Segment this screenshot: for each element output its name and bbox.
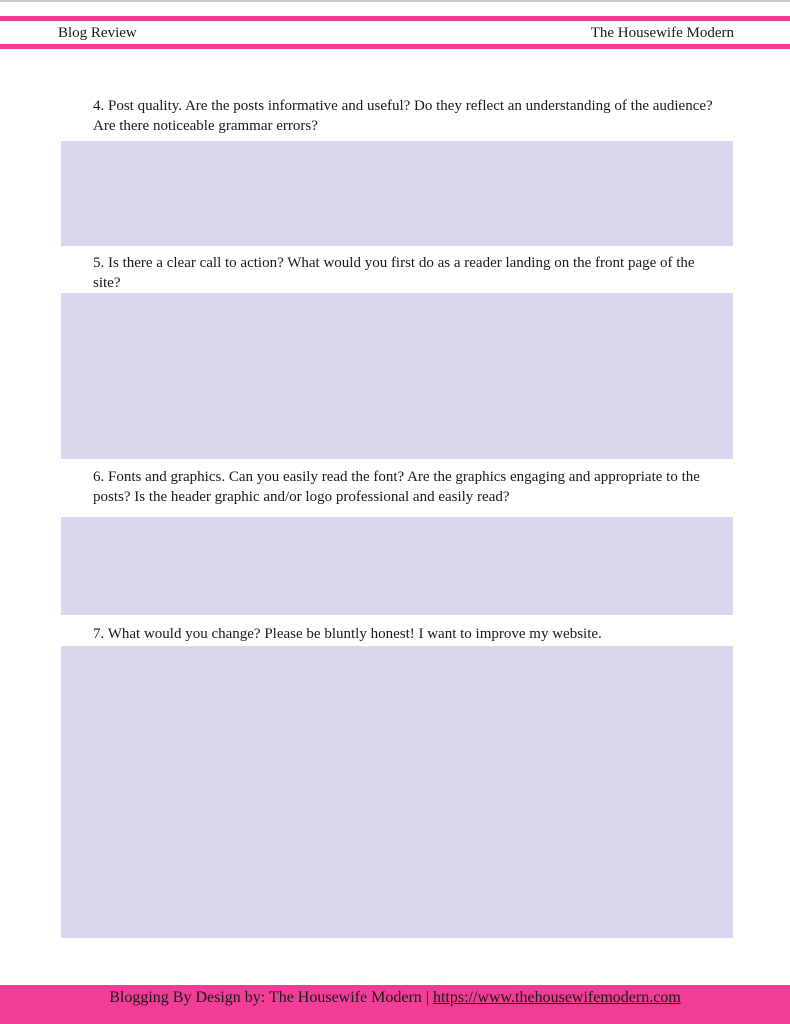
answer-box-7[interactable]	[61, 646, 733, 938]
footer-bar	[0, 985, 790, 1024]
top-border-line	[0, 0, 790, 2]
header-right-title: The Housewife Modern	[590, 25, 734, 41]
answer-box-6[interactable]	[61, 517, 733, 615]
answer-box-4[interactable]	[61, 141, 733, 246]
question-5: 5. Is there a clear call to action? What would you first do as a reader landing on the front page of the site?	[93, 255, 695, 291]
answer-box-5[interactable]	[61, 293, 733, 459]
header-left-title: Blog Review	[58, 25, 137, 41]
footer-credit-text: Blogging By Design by: The Housewife Modern |	[109, 989, 433, 1006]
header-top-stripe	[0, 16, 790, 21]
footer-website-link[interactable]: https://www.thehousewifemodern.com	[432, 989, 681, 1006]
question-6: 6. Fonts and graphics. Can you easily read the font? Are the graphics engaging and appropriate to the posts? Is the header graphic and/or logo professional and easily read?	[93, 469, 700, 505]
question-4: 4. Post quality. Are the posts informative and useful? Do they reflect an understanding of the audience? Are there noticeable grammar errors?	[93, 98, 713, 134]
question-7: 7. What would you change? Please be bluntly honest! I want to improve my website.	[93, 626, 602, 642]
header-bottom-stripe	[0, 44, 790, 49]
